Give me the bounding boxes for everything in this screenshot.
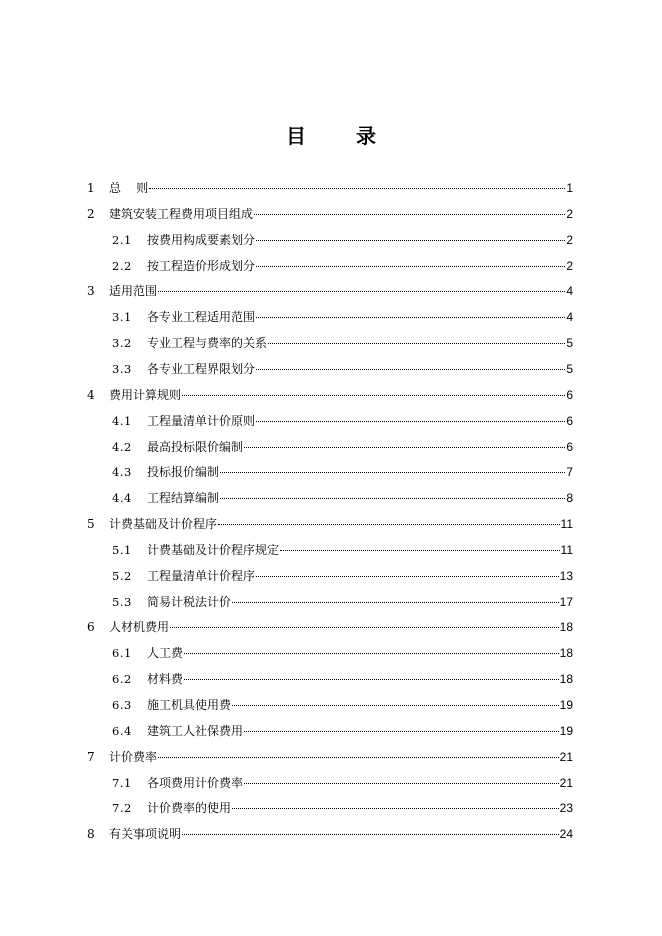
toc-dot-leader [184,667,559,683]
toc-section-entry[interactable] [112,719,573,738]
toc-entry-page-number: 19 [559,698,573,712]
toc-entry-page-number: 4 [566,310,573,325]
toc-section-entry[interactable] [112,590,573,609]
toc-entry-label: 按工程造价形成划分 [147,258,256,273]
toc-entry-label: 施工机具使用费 [147,698,232,712]
toc-entry-number: 4 [87,387,95,402]
toc-entry-page-number: 6 [566,439,573,454]
toc-entry-number: 5 [87,517,95,532]
toc-section-entry[interactable] [112,460,573,480]
toc-dot-leader [182,383,565,399]
toc-entry-page-number: 2 [566,258,573,273]
toc-dot-leader [232,693,559,709]
toc-dot-leader [184,641,559,657]
toc-dot-leader [220,460,565,476]
toc-entry-page-number: 5 [566,361,573,376]
toc-entry-number: 6.4 [112,723,132,738]
toc-entry-label: 各专业工程界限划分 [147,361,256,376]
toc-dot-leader [244,771,559,787]
toc-entry-page-number: 8 [566,491,573,506]
toc-entry-number: 4.4 [112,491,132,506]
toc-dot-leader [182,822,559,838]
toc-section-entry[interactable] [112,357,573,376]
toc-section-entry[interactable] [112,771,573,790]
toc-entry-label: 适用范围 [109,284,158,299]
toc-entry-page-number: 18 [559,672,573,687]
toc-chapter-entry[interactable] [87,279,573,299]
toc-dot-leader [170,615,559,631]
toc-entry-number: 3 [87,284,95,299]
toc-dot-leader [254,202,565,218]
toc-entry-label: 工程结算编制 [147,491,220,506]
toc-entry-number: 5.3 [112,594,132,609]
toc-entry-page-number: 7 [566,465,573,480]
toc-entry-label: 工程量清单计价程序 [147,568,256,583]
toc-entry-label: 各专业工程适用范围 [147,310,256,325]
toc-dot-leader [149,176,565,192]
toc-entry-label: 计费基础及计价程序 [109,517,218,532]
toc-dot-leader [256,409,565,425]
toc-entry-label: 材料费 [147,672,184,687]
toc-entry-page-number: 6 [566,413,573,428]
toc-dot-leader [256,228,565,244]
toc-entry-number: 8 [87,827,95,842]
toc-section-entry[interactable] [112,796,573,816]
toc-entry-number: 7.2 [112,801,132,816]
toc-entry-label: 各项费用计价费率 [147,775,244,790]
toc-entry-label: 计价费率的使用 [147,801,232,816]
toc-section-entry[interactable] [112,254,573,273]
toc-entry-number: 3.1 [112,310,132,325]
toc-chapter-entry[interactable] [87,176,573,195]
toc-entry-label: 计费基础及计价程序规定 [147,542,280,557]
toc-entry-page-number: 21 [559,749,573,764]
toc-entry-label: 费用计算规则 [109,387,182,402]
toc-entry-number: 7 [87,749,95,764]
toc-entry-page-number: 11 [560,542,573,557]
toc-entry-label: 建筑工人社保费用 [147,723,244,738]
toc-entry-number: 6.1 [112,646,132,661]
toc-entry-label: 最高投标限价编制 [147,439,244,454]
toc-title [0,120,662,149]
toc-entry-number: 2 [87,206,95,221]
toc-dot-leader [244,719,559,735]
toc-entry-number: 3.3 [112,361,132,376]
toc-section-entry[interactable] [112,564,573,583]
toc-chapter-entry[interactable] [87,383,573,402]
toc-entry-label: 简易计税法计价 [147,594,232,609]
toc-entry-number: 4.2 [112,439,132,454]
toc-chapter-entry[interactable] [87,615,573,635]
toc-entry-label: 专业工程与费率的关系 [147,336,268,351]
toc-entry-page-number: 2 [566,232,573,247]
toc-entry-number: 3.2 [112,336,132,351]
toc-section-entry[interactable] [112,228,573,247]
toc-entry-label: 建筑安装工程费用项目组成 [109,206,254,221]
toc-entry-label: 计价费率 [109,749,158,764]
toc-entry-number: 5.2 [112,568,132,583]
toc-entry-number: 4.1 [112,413,132,428]
toc-dot-leader [280,538,560,554]
toc-dot-leader [256,564,559,580]
toc-title-char-1: 目 [286,124,306,148]
toc-section-entry[interactable] [112,641,573,661]
toc-entry-page-number: 18 [559,620,573,635]
toc-dot-leader [244,435,565,451]
toc-chapter-entry[interactable] [87,822,573,842]
toc-entry-page-number: 21 [559,775,573,790]
toc-section-entry[interactable] [112,331,573,351]
toc-entry-number: 6.2 [112,672,132,687]
toc-entry-page-number: 19 [559,723,573,738]
toc-dot-leader [158,279,565,295]
toc-dot-leader [256,357,565,373]
toc-section-entry[interactable] [112,409,573,428]
toc-dot-leader [220,486,565,502]
toc-dot-leader [256,305,565,321]
toc-entry-page-number: 13 [559,568,573,583]
toc-entry-page-number: 18 [559,646,573,661]
toc-section-entry[interactable] [112,305,573,325]
toc-title-char-2: 录 [356,124,376,148]
toc-entry-page-number: 6 [566,387,573,402]
toc-chapter-entry[interactable] [87,745,573,764]
toc-entry-page-number: 24 [559,827,573,842]
toc-entry-page-number: 5 [566,336,573,351]
toc-entry-label: 有关事项说明 [109,827,182,842]
toc-chapter-entry[interactable] [87,202,573,221]
toc-section-entry[interactable] [112,435,573,454]
toc-entry-page-number: 4 [566,284,573,299]
toc-entry-page-number: 2 [566,206,573,221]
toc-entry-page-number: 17 [559,594,573,609]
toc-entry-number: 6.3 [112,698,132,712]
toc-entry-label: 总 则 [109,181,149,195]
toc-entry-label: 投标报价编制 [147,465,220,480]
toc-entry-number: 7.1 [112,775,132,790]
toc-dot-leader [218,512,560,528]
toc-entry-number: 6 [87,620,95,635]
toc-dot-leader [268,331,565,347]
toc-dot-leader [232,590,559,606]
toc-dot-leader [158,745,559,761]
toc-entry-page-number: 11 [560,517,573,532]
toc-entry-number: 5.1 [112,542,132,557]
toc-section-entry[interactable] [112,667,573,687]
toc-section-entry[interactable] [112,538,573,557]
toc-section-entry[interactable] [112,693,573,712]
toc-dot-leader [232,796,559,812]
toc-entry-label: 按费用构成要素划分 [147,232,256,247]
toc-entry-number: 2.2 [112,258,132,273]
toc-entry-page-number: 23 [559,801,573,816]
toc-entry-page-number: 1 [566,181,573,195]
toc-entry-label: 人材机费用 [109,620,170,635]
toc-section-entry[interactable] [112,486,573,506]
toc-dot-leader [256,254,565,270]
toc-entry-label: 工程量清单计价原则 [147,413,256,428]
toc-chapter-entry[interactable] [87,512,573,532]
toc-entry-label: 人工费 [147,646,184,661]
toc-entry-number: 2.1 [112,232,132,247]
toc-entry-number: 4.3 [112,465,132,480]
toc-entry-number: 1 [87,181,95,195]
